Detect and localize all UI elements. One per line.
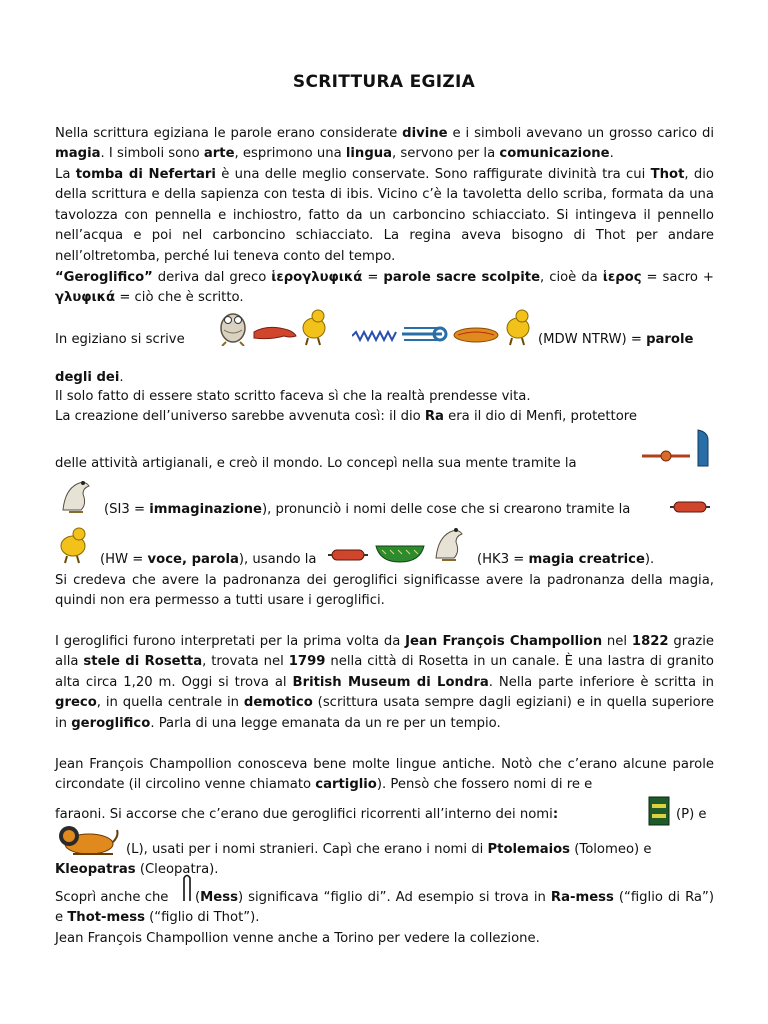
- text: ). Pensò che fossero nomi di re e: [376, 777, 593, 793]
- line-degli-dei: [55, 368, 714, 388]
- text: nel: [602, 634, 632, 649]
- bold-text: tomba di Nefertari: [75, 167, 216, 182]
- bold-text: Ptolemaios: [487, 842, 571, 857]
- line-kleopatras: [55, 860, 714, 880]
- line-hk3: [477, 550, 717, 570]
- rope-icon: [400, 324, 448, 344]
- line-attivita: delle attività artigianali, e creò il mondo. Lo concepì nella sua mente tramite la: [55, 456, 577, 471]
- text: ).: [644, 552, 655, 567]
- cloth-icon: [694, 428, 712, 468]
- line-scopri: Scoprì anche che: [55, 890, 169, 905]
- text: (MDW NTRW) =: [538, 332, 647, 347]
- bold-text: magia: [55, 146, 101, 162]
- paragraph-mess: [55, 888, 714, 929]
- bold-text: parole: [646, 332, 694, 347]
- rope-icon: [326, 546, 370, 564]
- text: (: [195, 890, 201, 905]
- text: (HK3 =: [477, 552, 529, 567]
- text: .: [609, 146, 614, 162]
- chick-icon: [296, 306, 332, 346]
- paragraph-champollion: [55, 632, 714, 734]
- bold-text: stele di Rosetta: [83, 654, 203, 670]
- text: ), usando la: [238, 552, 317, 567]
- text: e i simboli avevano un grosso carico di: [447, 126, 714, 141]
- text: . I simboli sono: [100, 146, 204, 162]
- owl-icon: [212, 306, 254, 346]
- bold-text: lingua: [345, 146, 393, 162]
- text: , servono per la: [392, 146, 500, 162]
- text: La creazione dell’universo sarebbe avvenuta così: il dio: [55, 409, 425, 424]
- bold-text: “Geroglifico”: [55, 270, 153, 285]
- basket-icon: [374, 542, 426, 564]
- bold-text: British Museum di Londra: [292, 674, 489, 690]
- text: è una delle meglio conservate. Sono raffigurate divinità tra cui: [215, 167, 651, 182]
- text: = sacro +: [641, 270, 714, 285]
- bold-text: greco: [55, 695, 97, 711]
- text: , cioè da: [540, 270, 603, 285]
- text: = ciò che è scritto.: [115, 290, 244, 306]
- text: (SI3 =: [104, 502, 150, 517]
- text: I geroglifici furono interpretati per la prima volta da: [55, 634, 406, 649]
- bold-text: Jean François Champollion: [405, 634, 603, 649]
- text: (“figlio di Thot”).: [144, 910, 260, 926]
- text: , dio della scrittura e della sapienza con testa di ibis. Vicino c’è la tavoletta dello scriba, formata da una tavolozza con pennella e inchiostro, fatto da un carboncino schiacciato. Si intingeva il pennello nell’acqua e poi nel carboncino schiacciato. La regina aveva bisogno di Thot per andare nell’oltretomba, perché lui teneva conto del tempo.: [55, 167, 714, 264]
- text: .: [119, 370, 124, 385]
- bold-text: Mess: [200, 890, 238, 905]
- text: Jean François Champollion conosceva bene molte lingue antiche. Notò che c’erano alcune parole circondate (il circolino venne chiamato: [55, 757, 714, 793]
- text: nella città di Rosetta in un canale. È una lastra di granito alta circa 1,20 m. Oggi si trova al: [55, 654, 714, 690]
- bold-text: comunicazione: [499, 146, 610, 162]
- text: faraoni. Si accorse che c’erano due geroglifici ricorrenti all’interno dei nomi: [55, 807, 553, 822]
- bold-text: parole sacre scolpite: [383, 270, 541, 285]
- line-mdw-ntrw: [538, 330, 718, 350]
- line-torino: Jean François Champollion venne anche a Torino per vedere la collezione.: [55, 931, 540, 946]
- stool-icon: [648, 796, 670, 826]
- bold-text: Thot: [650, 167, 685, 182]
- rope-icon: [640, 446, 692, 466]
- text: . Parla di una legge emanata da un re per un tempio.: [150, 715, 501, 731]
- paragraph-nefertari: [55, 165, 714, 267]
- vulture-icon: [428, 520, 468, 562]
- paragraph-geroglifico: [55, 268, 714, 309]
- text: ), pronunciò i nomi delle cose che si crearono tramite la: [261, 502, 631, 517]
- text: Nella scrittura egiziana le parole erano considerate: [55, 126, 403, 141]
- bold-text: Ra: [424, 409, 444, 424]
- rope-icon: [668, 498, 712, 516]
- chick-icon: [55, 524, 93, 564]
- text: (“figlio di Ra”) e: [55, 890, 714, 926]
- text: , trovata nel: [202, 654, 289, 670]
- text: La: [55, 167, 76, 182]
- bold-text: Kleopatras: [55, 862, 136, 877]
- bold-text: ἱερος: [602, 270, 642, 285]
- line-p-e: (P) e: [676, 807, 707, 822]
- bold-text: magia creatrice: [528, 552, 645, 567]
- text: =: [362, 270, 384, 285]
- page-title: SCRITTURA EGIZIA: [292, 72, 476, 92]
- text: (Tolomeo) e: [570, 842, 652, 857]
- text: (L), usati per i nomi stranieri. Capì che erano i nomi di: [126, 842, 488, 857]
- text: (HW =: [100, 552, 148, 567]
- arm-icon: [252, 322, 298, 344]
- line-si3: [104, 500, 664, 520]
- bold-text: ἱερογλυφικά: [271, 270, 363, 285]
- paragraph-cartiglio: [55, 755, 714, 796]
- text: , in quella centrale in: [96, 695, 244, 711]
- pot-icon: [452, 326, 500, 344]
- bold-text: immaginazione: [149, 502, 262, 517]
- bold-text: :: [552, 807, 559, 822]
- text: (scrittura usata sempre dagli egiziani) e in quella superiore in: [55, 695, 714, 731]
- text: ) significava “figlio di”. Ad esempio si trova in: [237, 890, 551, 905]
- text: . Nella parte inferiore è scritta in: [488, 674, 714, 690]
- bold-text: 1822: [631, 634, 669, 649]
- text: era il dio di Menfi, protettore: [443, 409, 638, 424]
- text: (Cleopatra).: [135, 862, 219, 877]
- vulture-icon: [55, 474, 95, 514]
- text: grazie alla: [55, 634, 714, 670]
- line-creazione: [55, 407, 714, 427]
- chick-icon: [500, 306, 536, 346]
- line-L: [126, 840, 718, 860]
- line-hw: [100, 550, 340, 570]
- bold-text: divine: [402, 126, 448, 141]
- paragraph-intro: [55, 124, 714, 165]
- text: deriva dal greco: [152, 270, 272, 285]
- bold-text: arte: [203, 146, 235, 162]
- text: In egiziano si scrive: [55, 332, 185, 347]
- bold-text: voce, parola: [147, 552, 239, 567]
- line-solo-fatto: Il solo fatto di essere stato scritto faceva sì che la realtà prendesse vita.: [55, 389, 531, 404]
- bold-text: γλυφικά: [55, 290, 116, 306]
- paragraph-padronanza: Si credeva che avere la padronanza dei geroglifici significasse avere la padronanza della magia, quindi non era permesso a tutti usare i geroglifici.: [55, 573, 714, 609]
- bold-text: Thot-mess: [67, 910, 145, 926]
- bold-text: cartiglio: [315, 777, 377, 793]
- lion-icon: [55, 822, 119, 858]
- bold-text: 1799: [288, 654, 326, 670]
- line-faraoni: [55, 805, 645, 825]
- bold-text: Ra-mess: [550, 890, 614, 905]
- water-icon: [352, 330, 400, 342]
- bold-text: degli dei: [55, 370, 120, 385]
- bold-text: geroglifico: [71, 715, 151, 731]
- text: , esprimono una: [234, 146, 346, 162]
- bold-text: demotico: [243, 695, 313, 711]
